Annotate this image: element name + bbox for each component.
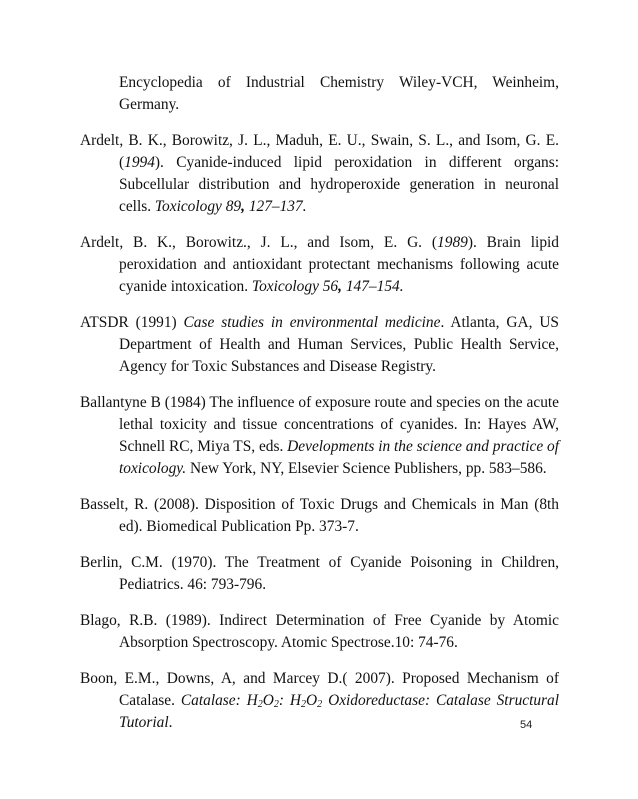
reference-title: ). Brain lipid peroxidation and antioxidant protectant mechanisms following acute cyanide intoxication. [119, 234, 559, 295]
subscript: 2 [257, 699, 263, 710]
reference-basselt-2008 [80, 494, 559, 538]
reference-book-title: Developments in the science and practice of toxicology. [119, 438, 559, 477]
subscript: 2 [317, 699, 323, 710]
reference-comma: , [241, 198, 245, 215]
reference-atsdr-1991 [80, 312, 559, 378]
reference-italic-title [119, 692, 559, 731]
subscript: 2 [273, 699, 279, 710]
reference-year: 1994 [124, 154, 155, 171]
reference-text: Ballantyne B (1984) The influence of exposure route and species on the acute lethal toxicity and tissue concentrations of cyanides. In: Hayes AW, Schnell RC, Miya TS, eds. [80, 394, 559, 455]
reference-journal: Toxicology 56 [251, 278, 339, 295]
title-part: O [306, 692, 318, 709]
title-part: : H [278, 692, 302, 709]
reference-year: 1989 [437, 234, 468, 251]
reference-title: ). Cyanide-induced lipid peroxidation in different organs: Subcellular distribution and hydroperoxide generation in neuronal cells. [119, 154, 559, 215]
title-part: O [262, 692, 274, 709]
reference-text: Encyclopedia of Industrial Chemistry Wiley-VCH, Weinheim, Germany. [119, 74, 559, 113]
reference-ballantyne-1984 [80, 392, 559, 480]
title-part: Catalase: H [180, 692, 258, 709]
reference-blago-1989 [80, 610, 559, 654]
reference-publisher: . Atlanta, GA, US Department of Health and Human Services, Public Health Service, Agency for Toxic Substances and Disease Registry. [119, 314, 559, 375]
reference-list [80, 72, 559, 748]
reference-publisher: New York, NY, Elsevier Science Publishers, pp. 583–586. [186, 460, 547, 477]
reference-text: Boon, E.M., Downs, A, and Marcey D.( 2007). Proposed Mechanism of Catalase. [80, 670, 559, 709]
reference-authors: Ardelt, B. K., Borowitz., J. L., and Isom, E. G. ( [80, 234, 438, 251]
reference-pages: 147–154. [342, 278, 404, 295]
reference-text: Berlin, C.M. (1970). The Treatment of Cyanide Poisoning in Children, Pediatrics. 46: 793-796. [80, 554, 559, 593]
reference-title: Case studies in environmental medicine [183, 314, 441, 331]
reference-end: . [168, 714, 173, 731]
subscript: 2 [301, 699, 307, 710]
reference-ardelt-1994 [80, 130, 559, 218]
reference-berlin-1970 [80, 552, 559, 596]
reference-ardelt-1989 [80, 232, 559, 298]
title-part: Oxidoreductase: Catalase Structural Tutorial [119, 692, 560, 731]
reference-authors: Ardelt, B. K., Borowitz, J. L., Maduh, E. U., Swain, S. L., and Isom, G. E. ( [80, 132, 559, 171]
reference-comma: , [338, 278, 342, 295]
reference-journal: Toxicology 89 [154, 198, 242, 215]
reference-text: Blago, R.B. (1989). Indirect Determination of Free Cyanide by Atomic Absorption Spectroscopy. Atomic Spectrose.10: 74-76. [80, 612, 559, 651]
reference-boon-2007 [80, 668, 559, 734]
page-number: 54 [520, 719, 533, 731]
reference-pages: 127–137. [244, 198, 307, 215]
reference-authors: ATSDR (1991) [80, 314, 184, 331]
reference-text: Basselt, R. (2008). Disposition of Toxic Drugs and Chemicals in Man (8th ed). Biomedical Publication Pp. 373-7. [80, 496, 559, 535]
reference-continuation [80, 72, 559, 116]
